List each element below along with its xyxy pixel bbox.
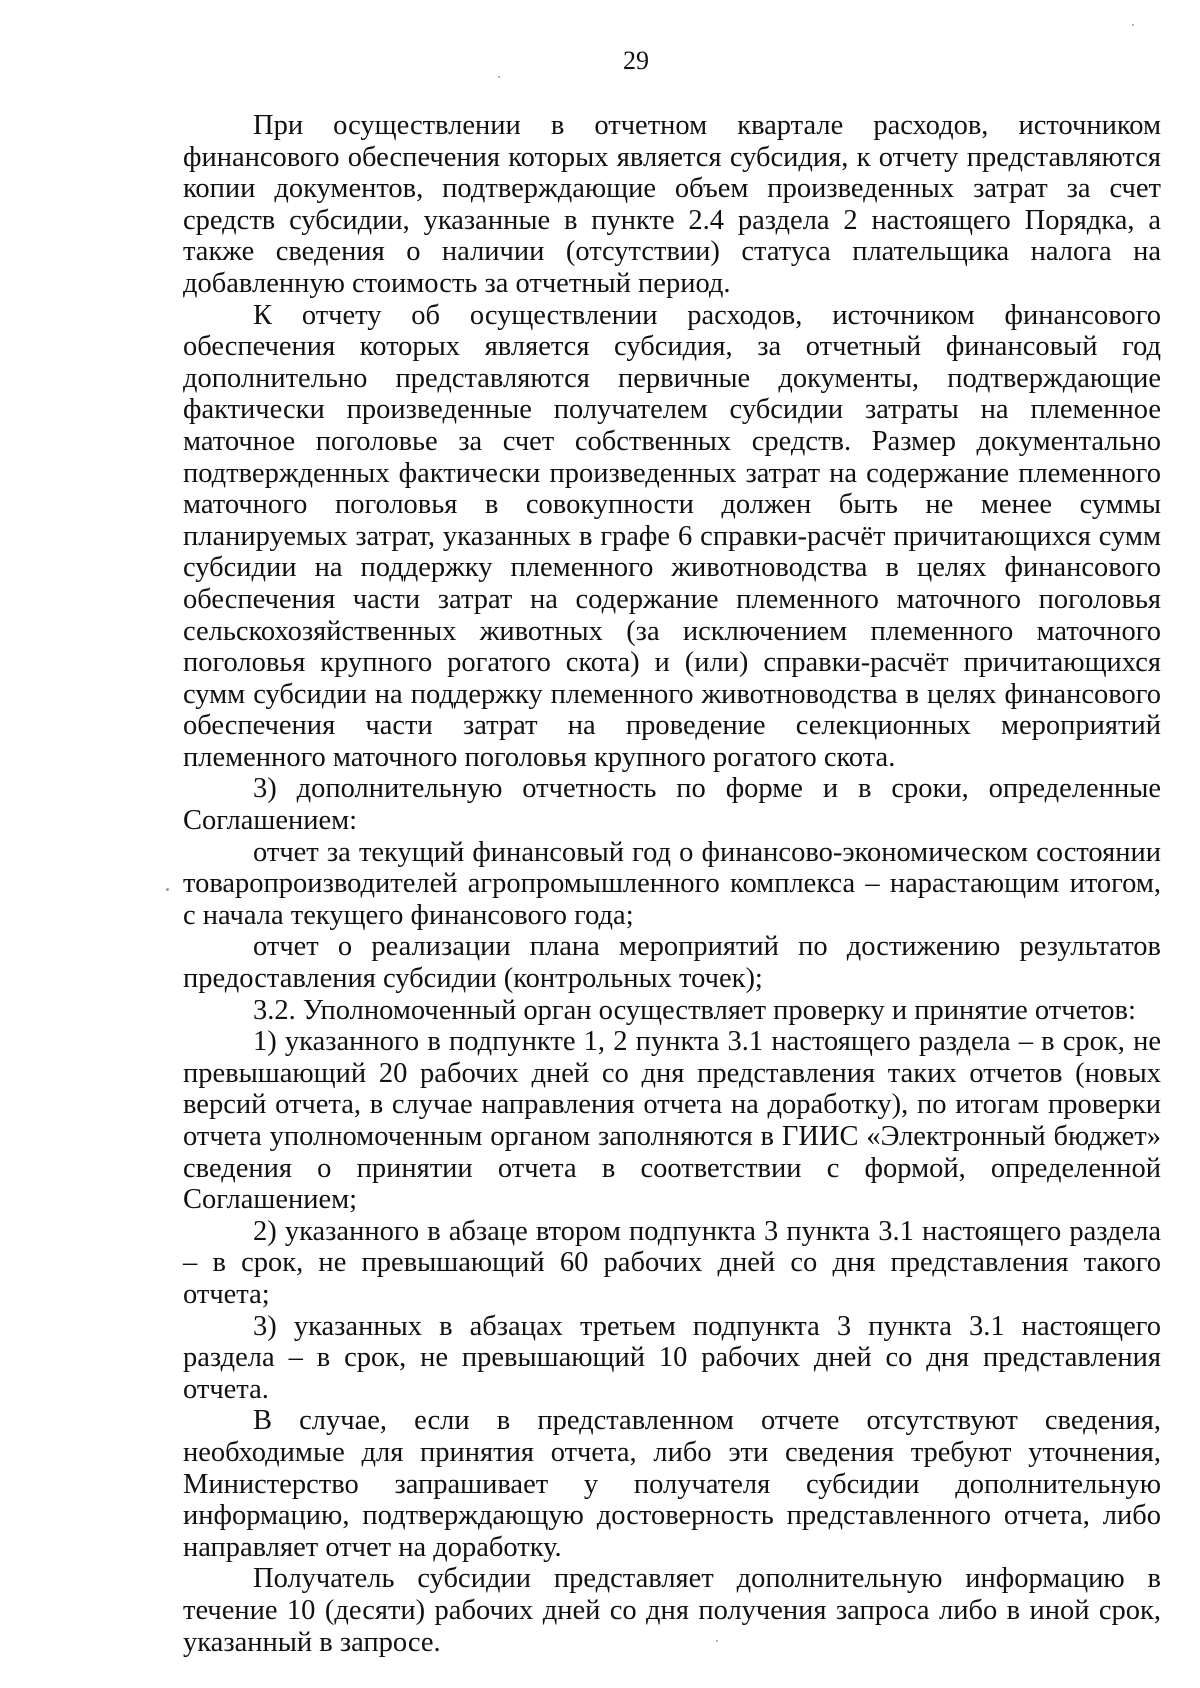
- paragraph-9: 3) указанных в абзацах третьем подпункта 3 пункта 3.1 настоящего раздела – в срок, не превышающий 10 рабочих дней со дня представления отчета.: [183, 1310, 1161, 1405]
- scan-speck: [1132, 24, 1134, 26]
- paragraph-3: 3) дополнительную отчетность по форме и в сроки, определенные Соглашением:: [183, 773, 1161, 837]
- scan-speck: [716, 1640, 718, 1642]
- paragraph-6: 3.2. Уполномоченный орган осуществляет проверку и принятие отчетов:: [253, 994, 1136, 1026]
- paragraph-11: Получатель субсидии представляет дополнительную информацию в течение 10 (десяти) рабочих дней со дня получения запроса либо в иной срок, указанный в запросе.: [183, 1563, 1161, 1658]
- paragraph-1: При осуществлении в отчетном квартале расходов, источником финансового обеспечения которых является субсидия, к отчету представляются копии документов, подтверждающие объем произведенных затрат за счет средств субсидии, указанные в пункте 2.4 раздела 2 настоящего Порядка, а также сведения о наличии (отсутствии) статуса плательщика налога на добавленную стоимость за отчетный период.: [183, 110, 1161, 299]
- paragraph-2: К отчету об осуществлении расходов, источником финансового обеспечения которых является субсидия, за отчетный финансовый год дополнительно представляются первичные документы, подтверждающие фактически произведенные получателем субсидии затраты на племенное маточное поголовье за счет собственных средств. Размер документально подтвержденных фактически произведенных затрат на содержание племенного маточного поголовья в совокупности должен быть не менее суммы планируемых затрат, указанных в графе 6 справки-расчёт причитающихся сумм субсидии на поддержку племенного животноводства в целях финансового обеспечения части затрат на содержание племенного маточного поголовья сельскохозяйственных животных (за исключением племенного маточного поголовья крупного рогатого скота) и (или) справки-расчёт причитающихся сумм субсидии на поддержку племенного животноводства в целях финансового обеспечения части затрат на проведение селекционных мероприятий племенного маточного поголовья крупного рогатого скота.: [183, 299, 1161, 773]
- paragraph-7: 1) указанного в подпункте 1, 2 пункта 3.1 настоящего раздела – в срок, не превышающий 20 рабочих дней со дня представления таких отчетов (новых версий отчета, в случае направления отчета на доработку), по итогам проверки отчета уполномоченным органом заполняются в ГИИС «Электронный бюджет» сведения о принятии отчета в соответствии с формой, определенной Соглашением;: [183, 1026, 1161, 1216]
- document-body: [183, 110, 1161, 1658]
- paragraph-8: 2) указанного в абзаце втором подпункта 3 пункта 3.1 настоящего раздела – в срок, не превышающий 60 рабочих дней со дня представления такого отчета;: [183, 1215, 1161, 1310]
- page-number: 29: [623, 46, 649, 75]
- scan-speck: [166, 888, 169, 891]
- paragraph-5: отчет о реализации плана мероприятий по достижению результатов предоставления субсидии (контрольных точек);: [183, 931, 1161, 995]
- paragraph-10: В случае, если в представленном отчете отсутствуют сведения, необходимые для принятия отчета, либо эти сведения требуют уточнения, Министерство запрашивает у получателя субсидии дополнительную информацию, подтверждающую достоверность представленного отчета, либо направляет отчет на доработку.: [183, 1405, 1161, 1563]
- paragraph-4: отчет за текущий финансовый год о финансово-экономическом состоянии товаропроизводителей агропромышленного комплекса – нарастающим итогом, с начала текущего финансового года;: [183, 836, 1161, 931]
- scan-speck: [498, 76, 500, 78]
